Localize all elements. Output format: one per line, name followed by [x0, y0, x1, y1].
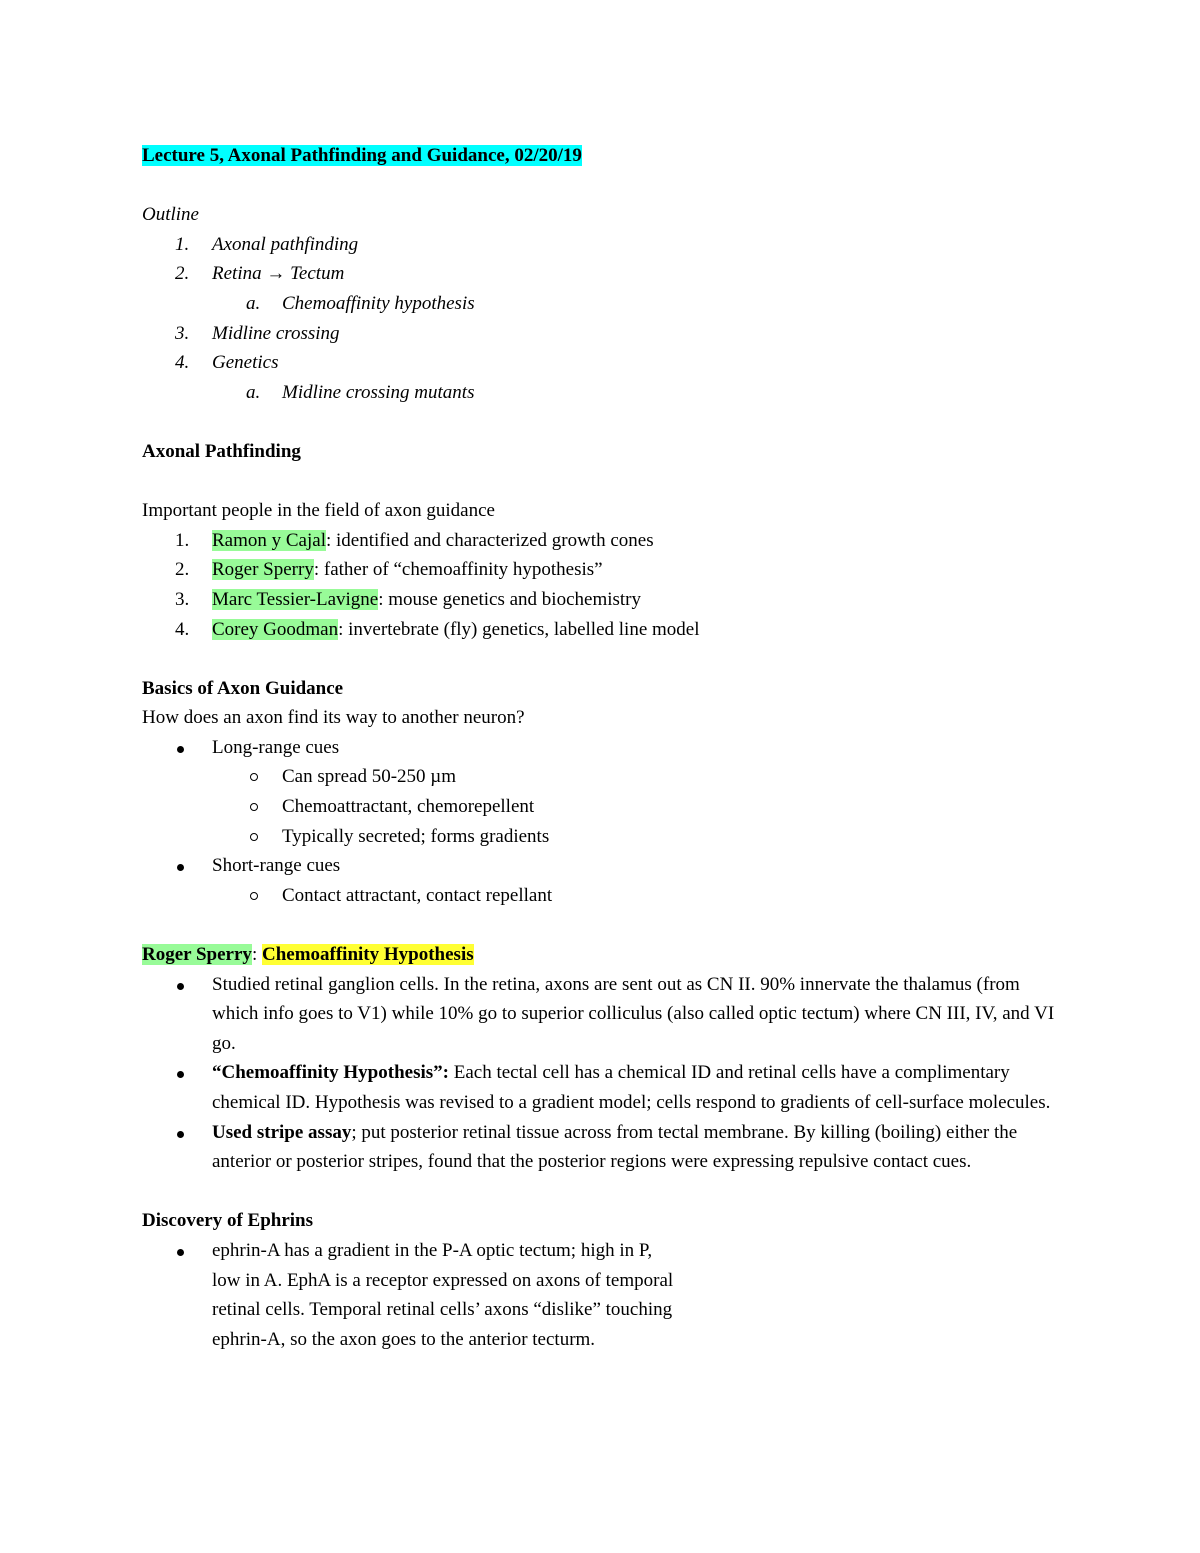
bullet-continuation: retinal cells. Temporal retinal cells’ axons “dislike” touching [212, 1299, 673, 1321]
section-heading-ephrins: Discovery of Ephrins [142, 1210, 313, 1232]
bullet-item: Used stripe assay; put posterior retinal tissue across from tectal membrane. By killing (boiling) either the anterior or posterior stripes, found that the posterior regions were expressing repulsive contact cues. [142, 1118, 1062, 1177]
sub-bullet-item: Typically secreted; forms gradients [142, 822, 1062, 852]
person-name: Ramon y Cajal [212, 529, 326, 551]
bullet-dot-icon [177, 746, 184, 753]
bullet-dot-icon [177, 1131, 184, 1138]
bullet-dot-icon [177, 983, 184, 990]
bullet-item: Studied retinal ganglion cells. In the retina, axons are sent out as CN II. 90% innervate the thalamus (from which info goes to V1) while 10% go to superior colliculus (also called optic tectum) where CN III, IV, and VI go. [142, 970, 1062, 1059]
bullet-circle-icon [250, 803, 258, 811]
person-name: Corey Goodman [212, 618, 339, 640]
bullet-item: “Chemoaffinity Hypothesis”: Each tectal cell has a chemical ID and retinal cells have a complimentary chemical ID. Hypothesis was revised to a gradient model; cells respond to gradients of cell-surface molecules. [142, 1058, 1062, 1117]
bullet-item: Short-range cues [142, 851, 1062, 881]
bullet-continuation: ephrin-A, so the axon goes to the anterior tecturm. [212, 1328, 596, 1350]
outline-item: 3. Midline crossing [175, 322, 340, 344]
outline-subitem: a. Midline crossing mutants [246, 381, 475, 403]
person-name: Roger Sperry [212, 559, 314, 581]
person-item: 1. Ramon y Cajal: identified and characterized growth cones [175, 529, 654, 551]
person-item: 4. Corey Goodman: invertebrate (fly) genetics, labelled line model [175, 618, 700, 640]
section-heading-pathfinding: Axonal Pathfinding [142, 440, 301, 462]
outline-item: 1. Axonal pathfinding [175, 233, 359, 255]
basics-question: How does an axon find its way to another neuron? [142, 707, 525, 729]
section-heading-basics: Basics of Axon Guidance [142, 677, 344, 699]
sub-bullet-item: Contact attractant, contact repellant [142, 881, 1062, 911]
bullet-continuation: low in A. EphA is a receptor expressed on axons of temporal [212, 1269, 674, 1291]
lecture-title: Lecture 5, Axonal Pathfinding and Guidance, 02/20/19 [142, 145, 582, 166]
person-item: 2. Roger Sperry: father of “chemoaffinity hypothesis” [175, 559, 603, 581]
bullet-circle-icon [250, 892, 258, 900]
document-content [142, 141, 1062, 1354]
bullet-dot-icon [177, 864, 184, 871]
sub-bullet-item: Can spread 50-250 µm [142, 762, 1062, 792]
outline-heading: Outline [142, 204, 199, 226]
bullet-circle-icon [250, 773, 258, 781]
outline-item: 2. Retina → Tectum [175, 263, 345, 285]
outline-item: 4. Genetics [175, 352, 279, 374]
bullet-dot-icon [177, 1071, 184, 1078]
sub-bullet-item: Chemoattractant, chemorepellent [142, 792, 1062, 822]
person-name: Marc Tessier-Lavigne [212, 588, 379, 610]
bullet-dot-icon [177, 1249, 184, 1256]
bullet-item: Long-range cues [142, 733, 1062, 763]
bullet-item: ephrin-A has a gradient in the P-A optic tectum; high in P, [142, 1236, 1062, 1266]
outline-subitem: a. Chemoaffinity hypothesis [246, 292, 475, 314]
section-heading-sperry: Roger Sperry: Chemoaffinity Hypothesis [142, 944, 474, 966]
person-item: 3. Marc Tessier-Lavigne: mouse genetics and biochemistry [175, 588, 642, 610]
bullet-circle-icon [250, 833, 258, 841]
people-intro: Important people in the field of axon guidance [142, 500, 495, 522]
